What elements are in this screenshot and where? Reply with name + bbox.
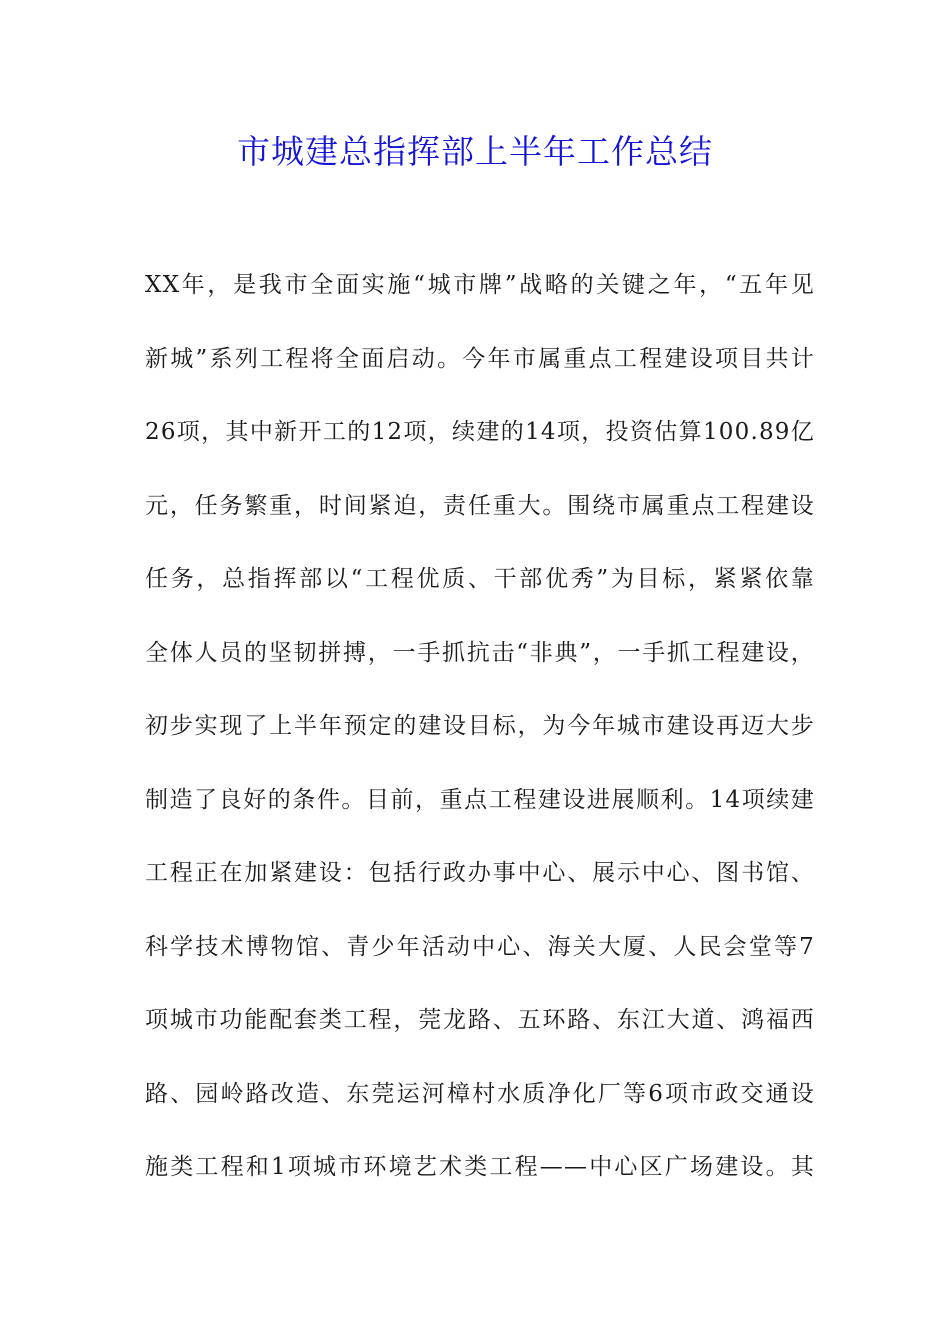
body-line: 元，任务繁重，时间紧迫，责任重大。围绕市属重点工程建设 bbox=[145, 492, 815, 519]
body-line: 新城”系列工程将全面启动。今年市属重点工程建设项目共计 bbox=[145, 345, 815, 372]
body-line: 工程正在加紧建设：包括行政办事中心、展示中心、图书馆、 bbox=[145, 860, 815, 886]
body-line: 项城市功能配套类工程，莞龙路、五环路、东江大道、鸿福西 bbox=[145, 1007, 815, 1033]
body-line: 施类工程和1项城市环境艺术类工程——中心区广场建设。其 bbox=[145, 1154, 815, 1180]
body-line: 路、园岭路改造、东莞运河樟村水质净化厂等6项市政交通设 bbox=[145, 1080, 815, 1107]
body-line: 任务，总指挥部以“工程优质、干部优秀”为目标，紧紧依靠 bbox=[145, 566, 815, 592]
body-line: XX年，是我市全面实施“城市牌”战略的关键之年，“五年见 bbox=[145, 272, 815, 298]
body-line: 26项，其中新开工的12项，续建的14项，投资估算100.89亿 bbox=[145, 419, 815, 445]
body-line: 制造了良好的条件。目前，重点工程建设进展顺利。14项续建 bbox=[145, 786, 815, 813]
document-title: 市城建总指挥部上半年工作总结 bbox=[237, 132, 713, 171]
document-body bbox=[145, 262, 815, 1218]
body-line: 科学技术博物馆、青少年活动中心、海关大厦、人民会堂等7 bbox=[145, 933, 815, 960]
body-line: 初步实现了上半年预定的建设目标，为今年城市建设再迈大步 bbox=[145, 713, 815, 739]
body-line: 全体人员的坚韧拼搏，一手抓抗击“非典”，一手抓工程建设， bbox=[145, 639, 815, 666]
